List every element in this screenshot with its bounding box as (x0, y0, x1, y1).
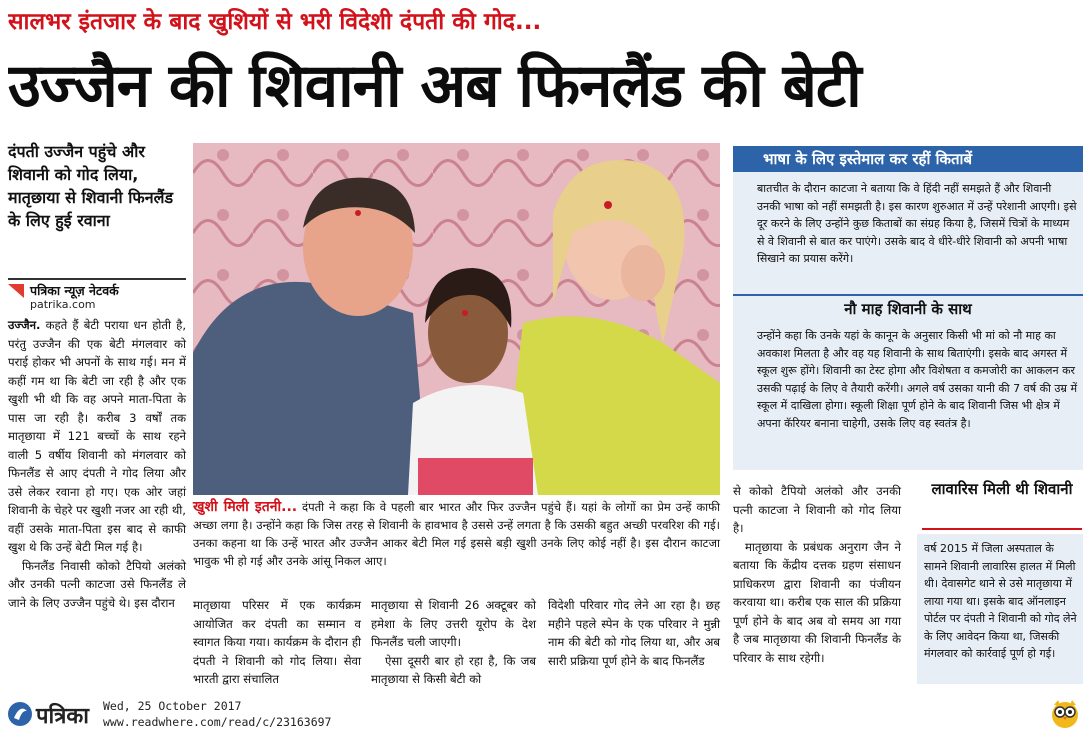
abandoned-rule (922, 528, 1082, 530)
kicker: सालभर इंतजार के बाद खुशियों से भरी विदेशी दंपती की गोद... (8, 9, 542, 35)
footer-url[interactable]: www.readwhere.com/read/c/23163697 (103, 715, 332, 729)
column-b-p2: ऐसा दूसरी बार हो रहा है, कि जब मातृछाया से किसी बेटी को (371, 653, 536, 686)
site-name: patrika.com (30, 298, 96, 311)
column-d-p1: से कोको टैपियो अलंको और उनकी पत्नी काटजा ने शिवानी को गोद लिया है। (733, 484, 901, 535)
language-body: बातचीत के दौरान काटजा ने बताया कि वे हिंदी नहीं समझते हैं और शिवानी उनकी भाषा को नहीं समझती है। इस कारण शुरुआत में उन्हें परेशानी आएगी। इसे दूर करने के लिए उन्होंने कुछ किताबों का संग्रह किया है, जिसमें चित्रों के माध्यम से वे शिवानी से बात कर पाएंगे। उसके बाद वे धीरे-धीरे शिवानी को अपनी भाषा सिखाने का प्रयास करेंगे। (757, 182, 1077, 265)
patrika-logo-text: पत्रिका (36, 704, 89, 729)
caption-lead: खुशी मिली इतनी... (193, 499, 298, 515)
abandoned-title: लावारिस मिली थी शिवानी (931, 480, 1073, 498)
column-a: मातृछाया परिसर में एक कार्यक्रम आयोजित कर दंपती का सम्मान व स्वागत किया गया। कार्यक्रम के दौरान ही दंपती ने शिवानी को गोद लिया। सेवा भारती द्वारा संचालित (193, 598, 361, 686)
photo-caption (193, 498, 720, 588)
photo-illustration (193, 143, 720, 495)
column-c: विदेशी परिवार गोद लेने आ रहा है। छह महीने पहले स्पेन के एक परिवार ने मुन्नी नाम की बेटी को गोद लिया था, और अब सारी प्रक्रिया पूर्ण होने के बाद फिनलैंड (548, 598, 720, 668)
left-body-p1-text: कहते हैं बेटी पराया धन होती है, परंतु उज्जैन की एक बेटी मंगलवार को पराई होकर भी अपनों के साथ गई। मन में कहीं गम था कि बेटी जा रही है और एक खुशी भी थी कि वह अपने माता-पिता के पास जा रही है। करीब 3 वर्षों तक मातृछाया में 121 बच्चों के साथ रहने वाली 5 वर्षीय शिवानी को मंगलवार को फिनलैंड से आए दंपती ने गोद लिया और उसे लेकर रवाना हो गए। एक ओर जहां शिवानी के चेहरे पर खुशी नजर आ रही थी, वहीं उसके माता-पिता इस बाद से काफी खुश थे कि उन्हें बेटी मिल गई है। (8, 318, 187, 554)
dateline: उज्जैन. (8, 318, 41, 332)
caption-text: दंपती ने कहा कि वे पहली बार भारत और फिर उज्जैन पहुंचे हैं। यहां के लोगों का प्रेम उन्हें काफी अच्छा लगा है। उन्होंने कहा कि जिस तरह से शिवानी के हावभाव है उससे उन्हें लगता है कि उसकी बहुत अच्छी परवरिश की गई। उनका कहना था कि उन्हें भारत और उज्जैन आकर बेटी मिल गई इससे बड़ी खुशी उनके लिए कोई नहीं है। इस दौरान काटजा भावुक भी हो गई और उनके आंसू निकल आए। (193, 500, 720, 568)
left-body (8, 316, 186, 612)
footer-date: Wed, 25 October 2017 (103, 699, 242, 713)
headline: उज्जैन की शिवानी अब फिनलैंड की बेटी (8, 51, 861, 121)
abandoned-body: वर्ष 2015 में जिला अस्पताल के सामने शिवानी लावारिस हालत में मिली थी। देवासगेट थाने से उसे मातृछाया में लाया गया था। इसके बाद ऑनलाइन पोर्टल पर दंपती ने शिवानी को गोद लेने के लिए आवेदन किया था, जिसकी मंगलवार को कार्रवाई पूर्ण हो गई। (924, 542, 1077, 660)
column-d-p2: मातृछाया के प्रबंधक अनुराग जैन ने बताया कि केंद्रीय दत्तक ग्रहण संसाधन प्राधिकरण द्वारा शिवानी का पंजीयन करवाया था। करीब एक साल की प्रक्रिया पूर्ण होने के बाद अब वो समय आ गया है जब मातृछाया की शिवानी फिनलैंड के परिवार के साथ रहेगी। (733, 539, 901, 665)
language-title: भाषा के लिए इस्तेमाल कर रहीं किताबें (733, 146, 1083, 172)
news-photo (193, 143, 720, 495)
column-d (733, 482, 901, 667)
column-b-p1: मातृछाया से शिवानी 26 अक्टूबर को हमेशा के लिए उत्तरी यूरोप के देश फिनलैंड चली जाएगी। (371, 598, 536, 649)
deck: दंपती उज्जैन पहुंचे और शिवानी को गोद लिया, मातृछाया से शिवानी फिनलैंड के लिए हुई रवाना (8, 142, 173, 230)
nine-months-title: नौ माह शिवानी के साथ (733, 294, 1083, 320)
left-body-p2: फिनलैंड निवासी कोको टैपियो अलंको और उनकी पत्नी काटजा उसे फिनलैंड ले जाने के लिए उज्जैन पहुंचे थे। इस दौरान (8, 558, 186, 610)
byline-rule (8, 278, 186, 280)
left-body-p1 (8, 316, 186, 557)
patrika-logo-icon (8, 702, 32, 726)
nine-months-body: उन्होंने कहा कि उनके यहां के कानून के अनुसार किसी भी मां को नौ माह का अवकाश मिलता है और वह यह शिवानी के साथ बिताएंगी। इसके बाद अगस्त में स्कूल शुरू होंगे। शिवानी का टेस्ट होगा और विशेषता व कमजोरी का आकलन कर उसकी पढ़ाई के लिए वे तैयारी करेंगी। अगले वर्ष उसका यानी की 7 वर्ष की उम्र में स्कूल में दाखिला होगा। स्कूली शिक्षा पूर्ण होने के बाद शिवानी जिस भी क्षेत्र में अपना कॅरियर बनाना चाहेगी, उसके लिए वह स्वतंत्र है। (757, 329, 1078, 430)
column-b (371, 596, 536, 689)
owl-icon[interactable] (1050, 697, 1080, 729)
byline: पत्रिका न्यूज़ नेटवर्क (30, 283, 119, 298)
